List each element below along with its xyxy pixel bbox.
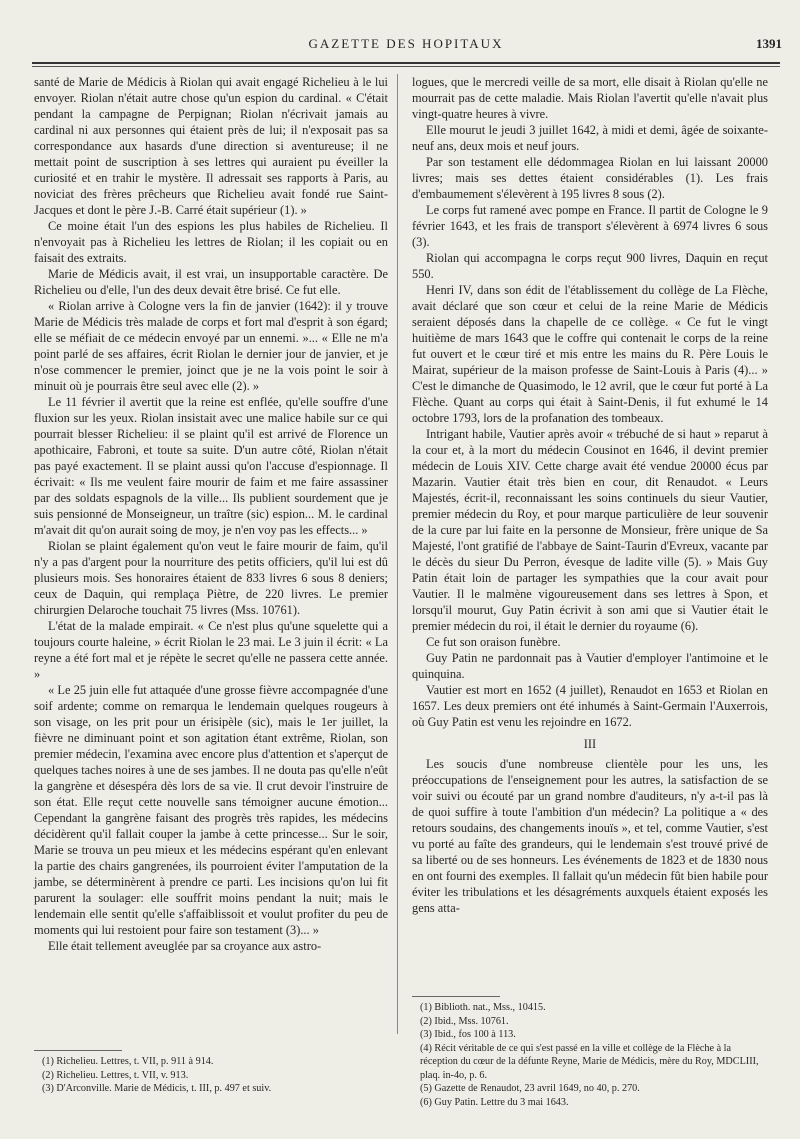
paragraph: Vautier est mort en 1652 (4 juillet), Renaudot en 1653 et Riolan en 1657. Les deux premiers ont été inhumés à Saint-Germain l'Auxerrois, où Guy Patin est venu les rejoindre en 1672. bbox=[412, 683, 768, 729]
footnote-rule bbox=[34, 1050, 122, 1051]
left-footnotes bbox=[34, 1050, 388, 1096]
footnote: (5) Gazette de Renaudot, 23 avril 1649, no 40, p. 270. bbox=[420, 1083, 640, 1094]
footnote-rule bbox=[412, 996, 500, 997]
left-column bbox=[34, 74, 388, 954]
paragraph: « Riolan arrive à Cologne vers la fin de janvier (1642): il y trouve Marie de Médicis très malade de corps et fort mal d'esprit à son égard; elle se méfiait de ce médecin envoyé par un ennemi. »... « Elle ne m'a point parlé de ses affaires, écrit Riolan le dernier jour de janvier, et je n'ose commencer le premier, joinct que je ne la vois point le soir à minuit où je pourrais être seul avec elle (2). » bbox=[34, 299, 388, 393]
footnote: (2) Ibid., Mss. 10761. bbox=[420, 1015, 509, 1027]
footnote: (6) Guy Patin. Lettre du 3 mai 1643. bbox=[420, 1096, 569, 1108]
paragraph: Riolan qui accompagna le corps reçut 900 livres, Daquin en reçut 550. bbox=[412, 251, 768, 281]
paragraph: L'état de la malade empirait. « Ce n'est plus qu'une squelette qui a toujours courte haleine, » écrit Riolan le 23 mai. Le 3 juin il écrit: « La reyne a été fort mal et je répète le secret qu'elle ne passera cette année. » bbox=[34, 619, 388, 681]
header-rule-thin bbox=[32, 66, 780, 67]
paragraph: Elle était tellement aveuglée par sa croyance aux astro- bbox=[48, 939, 322, 953]
footnote: (3) D'Arconville. Marie de Médicis, t. III, p. 497 et suiv. bbox=[42, 1083, 272, 1094]
paragraph: Le corps fut ramené avec pompe en France. Il partit de Cologne le 9 février 1643, et les frais de transport s'élevèrent à 6974 livres 6 sous (3). bbox=[412, 203, 768, 249]
column-divider bbox=[397, 74, 398, 1034]
paragraph: Le 11 février il avertit que la reine est enflée, qu'elle souffre d'une fluxion sur les yeux. Riolan insistait avec une malice habile sur ce qui pourrait blesser Richelieu: il se plaint qu'il est arrivé de Florence un apothicaire, Fabroni, et toute sa suite. D'un autre côté, Riolan n'était pas payé exactement. Il se plaint aussi qu'on l'accuse d'espionnage. Il écrivait: « Ils me veulent faire mourir de faim et me faire assassiner par des soldats espagnols de la ville... Ils publient sourdement que je suis pensionné de Monseigneur, un traître (sic) espion... M. le cardinal m'avait dit qu'on aurait soing de moy, je n'en voy pas les effects... » bbox=[34, 395, 388, 537]
footnote: (1) Richelieu. Lettres, t. VII, p. 911 à 914. bbox=[42, 1056, 214, 1067]
paragraph: Marie de Médicis avait, il est vrai, un insupportable caractère. De Richelieu ou d'elle, l'un des deux devait être brisé. Ce fut elle. bbox=[34, 267, 388, 297]
paragraph: Riolan se plaint également qu'on veut le faire mourir de faim, qu'il n'y a pas d'argent pour la nourriture des petits officiers, qu'il lui est dû plusieurs mois. Ses honoraires étaient de 833 livres 6 sous 8 deniers; ceux de Daquin, qui remplaça Piètre, de 220 livres. Le premier chirurgien Delaroche touchait 75 livres (Mss. 10761). bbox=[34, 539, 388, 617]
paragraph: logues, que le mercredi veille de sa mort, elle disait à Riolan qu'elle ne mourrait pas de cette maladie. Mais Riolan l'avertit qu'elle n'avait plus vingt-quatre heures à vivre. bbox=[412, 75, 768, 121]
paragraph: Intrigant habile, Vautier après avoir « trébuché de si haut » reparut à la cour et, à la mort du médecin Cousinot en 1646, il devint premier médecin de Louis XIV. Cette charge avait été vendue 20000 écus par Mazarin. Vautier était très bien en cour, dit Renaudot. « Leurs Majestés, écrit-il, reconnaissant les soins continuels du sieur Vautier, premier médecin du Roy, et pour marque particulière de leur souvenir de la cure par lui faite en la personne de Monsieur, frère unique de Sa Majesté, l'ont gratifié de l'abbaye de Saint-Taurin d'Evreux, vacante par le décès du sieur Du Perron, évesque de ladite ville (5). » Mais Guy Patin était loin de partager les sympathies que la cour avait pour Vautier. Il le malmène vigoureusement dans ses lettres à Spon, et lorsqu'il mourut, Guy Patin écrivit à son ami que si Vautier était le premier médecin du roi, il était le dernier du royaume (6). bbox=[412, 427, 768, 633]
section-heading: III bbox=[583, 737, 597, 751]
paragraph: santé de Marie de Médicis à Riolan qui avait engagé Richelieu à le lui envoyer. Riolan n'était autre chose qu'un espion du cardinal. « C'était pendant la campagne de Perpignan; Riolan n'écrivait jamais au cardinal ni aux personnes qui étaient près de lui; il n'exposait pas sa correspondance aux hasards d'une direction si aventureuse; il ne mettait point de suscription à ses lettres qui auraient pu éveiller la curiosité et en trahir le mystère. Il adressait ses rapports à Paris, au noviciat des frères prêcheurs que Richelieu avait fondé rue Saint-Jacques et dont le père J.-B. Carré était supérieur (1). » bbox=[34, 75, 388, 217]
right-footnotes bbox=[412, 996, 768, 1109]
page-number: 1391 bbox=[756, 36, 782, 51]
paragraph: Ce fut son oraison funèbre. bbox=[426, 635, 561, 649]
paragraph: Henri IV, dans son édit de l'établissement du collège de La Flèche, avait déclaré que son cœur et celui de la reine Marie de Médicis seraient déposés dans la chapelle de ce collège. « Ce fut le vingt huitième de mars 1643 que le coffre qui contenait le corps de la reine fut ouvert et le cœur tiré et mis entre les mains du R. Père Louis le Mairat, supérieur de la maison professe de Saint-Louis à Paris (4)... » C'est le dimanche de Quasimodo, le 12 avril, que le cœur fut porté à La Flèche. Quant au corps qui était à Saint-Denis, il fut exhumé le 14 octobre 1793, lors de la profanation des tombeaux. bbox=[412, 283, 768, 425]
paragraph: Guy Patin ne pardonnait pas à Vautier d'employer l'antimoine et le quinquina. bbox=[412, 651, 768, 681]
footnote: (4) Récit véritable de ce qui s'est passé en la ville et collège de la Flèche à la réception du cœur de la défunte Reyne, Marie de Médicis, mère du Roy, MDCLIII, plaq. in-4o, p. 6. bbox=[420, 1042, 759, 1081]
right-column bbox=[412, 74, 768, 916]
footnote: (3) Ibid., fos 100 à 113. bbox=[420, 1029, 516, 1040]
paragraph: Les soucis d'une nombreuse clientèle pour les uns, les préoccupations de l'enseignement pour les autres, la satisfaction de se voir suivi ou écouté par un grand nombre d'auditeurs, n'y a-t-il pas là de quoi suffire à toute l'ambition d'un médecin? La politique a « des retours soudains, des changements inouïs », et tel, comme Vautier, s'est vu porté au faîte des grandeurs, qui le lendemain s'est trouvé privé de sa liberté ou de ses honneurs. Les événements de 1823 et de 1830 nous en ont fourni des exemples. Il fallait qu'un médecin fût bien habile pour éviter les tribulations et les désagréments auxquels étaient exposés les gens atta- bbox=[412, 757, 768, 915]
header-rule bbox=[32, 62, 780, 64]
journal-title: GAZETTE DES HOPITAUX bbox=[308, 36, 504, 51]
paragraph: Par son testament elle dédommagea Riolan en lui laissant 20000 livres; mais ses dettes étaient considérables (1). Les frais d'embaumement s'élevèrent à 195 livres 8 sous (2). bbox=[412, 155, 768, 201]
running-header bbox=[30, 36, 782, 58]
paragraph: Ce moine était l'un des espions les plus habiles de Richelieu. Il n'envoyait pas à Richelieu les lettres de Riolan; il les copiait ou en faisait des extraits. bbox=[34, 219, 388, 265]
paragraph: Elle mourut le jeudi 3 juillet 1642, à midi et demi, âgée de soixante-neuf ans, deux mois et neuf jours. bbox=[412, 123, 768, 153]
footnote: (2) Richelieu. Lettres, t. VII, v. 913. bbox=[42, 1069, 189, 1081]
footnote: (1) Biblioth. nat., Mss., 10415. bbox=[420, 1002, 546, 1013]
paragraph: « Le 25 juin elle fut attaquée d'une grosse fièvre accompagnée d'une soif ardente; comme on remarqua le lendemain quelques rougeurs à son visage, on les prit pour un érisipèle (sic), mais le 1er juillet, la fièvre ne diminuant point et son agitation étant extrême, Riolan, son premier médecin, l'examina avec encore plus d'attention et s'aperçut de quelques taches noires à une de ses jambes. Il ne douta pas qu'elle n'eût la gangrène et désespéra dès lors de sa vie. Il crut devoir l'instruire de son état. Elle reçut cette nouvelle sans témoigner aucune émotion... Cependant la gangrène faisant des progrès très rapides, les médecins décidèrent qu'il fallait couper la jambe à cette princesse... Sur le soir, Marie se trouva un peu mieux et les médecins espérant qu'en enlevant la partie des chairs gangrenées, ils pourroient éviter l'amputation de la jambe, se déterminèrent à prendre ce parti. Les incisions qu'on lui fit parurent la soulager: elle souffrit moins pendant la nuit; mais le lendemain elle sentit qu'elle s'affaiblissoit et voulut profiter du peu de moments qui lui restoient pour faire son testament (3)... » bbox=[34, 683, 388, 937]
